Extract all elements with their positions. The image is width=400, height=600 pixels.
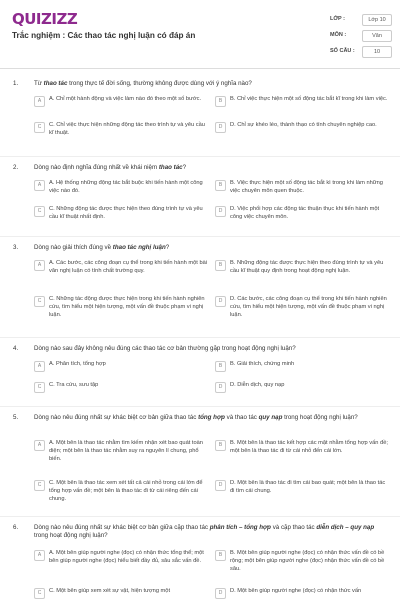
quizizz-logo: QUIZIZZ <box>12 10 78 28</box>
question-text <box>34 414 384 422</box>
option-letter-box[interactable]: C <box>34 296 45 307</box>
question-text <box>34 244 384 252</box>
question-text <box>34 80 384 88</box>
option-text: B. Một bên giúp người nghe (đọc) có nhận thức vấn đề có bề rộng; một bên giúp người nghe (đọc) nhận thức vấn đề có bề sâu. <box>230 550 385 572</box>
option-letter-box[interactable]: A <box>34 361 45 372</box>
option-text: B. Một bên là thao tác kết hợp các mặt nhằm tổng hợp vấn đề; một bên là thao tác đi từ cái nhỏ đến cái lớn. <box>230 440 388 454</box>
option-text: B. Giải thích, chứng minh <box>230 361 295 367</box>
question-divider <box>0 236 400 237</box>
question-number: 4. <box>13 345 19 352</box>
question-term: thao tác <box>43 80 68 87</box>
question-number: 2. <box>13 164 19 171</box>
question-text-part: trong hoạt động nghị luận? <box>34 532 108 539</box>
question-number: 3. <box>13 244 19 251</box>
question-term: thao tác <box>158 164 183 171</box>
question-text-part: Dòng nào định nghĩa đúng nhất về khái niệm <box>34 164 159 171</box>
option-letter-box[interactable]: D <box>215 296 226 307</box>
option-letter-box[interactable]: A <box>34 440 45 451</box>
option-letter-box[interactable]: D <box>215 122 226 133</box>
worksheet-header <box>0 0 400 69</box>
class-value: Lớp 10 <box>362 14 392 26</box>
question-text <box>34 164 384 172</box>
option-text: A. Một bên là thao tác nhằm tìm kiếm nhận xét bao quát toàn diện; một bên là thao tác nhằm suy ra nguyên lí chung, phổ biến. <box>49 440 203 462</box>
option-text: C. Một bên giúp xem xét sự vật, hiện tượng một <box>49 588 171 594</box>
question-text-part: trong hoạt động nghị luận? <box>282 414 358 421</box>
question-text-part: và thao tác <box>224 414 259 421</box>
option-text: C. Chỉ việc thực hiện những động tác theo trình tự và yêu cầu kĩ thuật. <box>49 122 205 136</box>
option-text: A. Các bước, các công đoạn cụ thể trong khi tiến hành một bài văn nghị luận có tính chất trường quy. <box>49 260 208 274</box>
option-text: D. Một bên giúp người nghe (đọc) có nhận thức vấn <box>230 588 362 594</box>
option-text: B. Những động tác được thực hiện theo đúng trình tự và yêu cầu kĩ thuật quy định trong hoạt động nghị luận. <box>230 260 384 274</box>
question-count-value: 10 <box>362 46 392 58</box>
question-text-part: và cặp thao tác <box>270 524 317 531</box>
option-text: A. Một bên giúp người nghe (đọc) có nhận thức tổng thể; một bên giúp người nghe (đọc) hiểu biết đầy đủ, sâu sắc vấn đề. <box>49 550 204 564</box>
question-text-part: Dòng nào sau đây không nêu đúng các thao tác cơ bản thường gặp trong hoạt động nghị luận? <box>34 345 296 352</box>
subject-value: Văn <box>362 30 392 42</box>
option-letter-box[interactable]: B <box>215 180 226 191</box>
option-letter-box[interactable]: D <box>215 588 226 599</box>
question-divider <box>0 156 400 157</box>
class-label: LỚP : <box>330 16 345 22</box>
question-text-part: Từ <box>34 80 44 87</box>
option-text: A. Chỉ một hành động và việc làm nào đó theo một số bước. <box>49 96 202 102</box>
question-text-part: Dòng nào nêu đúng nhất sự khác biệt cơ bản giữa cặp thao tác <box>34 524 210 531</box>
question-text-part: trong thực tế đời sống, thường không được dùng với ý nghĩa nào? <box>67 80 252 87</box>
option-text: B. Chỉ việc thực hiện một số động tác bắt kĩ trong khi làm việc. <box>230 96 388 102</box>
page-title: Trắc nghiệm : Các thao tác nghị luận có đáp án <box>12 31 196 40</box>
question-text-part: ? <box>165 244 170 251</box>
option-letter-box[interactable]: A <box>34 180 45 191</box>
question-text <box>34 524 384 540</box>
option-text: D. Các bước, các công đoạn cụ thể trong khi tiến hành nghiên cứu, tìm hiểu một hiện tượng, một vấn đề thuộc phạm vi nghị luận. <box>230 296 387 318</box>
option-text: D. Chỉ sự khéo léo, thành thạo có tính chuyên nghiệp cao. <box>230 122 377 128</box>
subject-label: MÔN : <box>330 32 347 38</box>
option-letter-box[interactable]: D <box>215 382 226 393</box>
option-text: C. Tra cứu, sưu tập <box>49 382 99 388</box>
question-number: 5. <box>13 414 19 421</box>
question-divider <box>0 516 400 517</box>
option-text: C. Những tác động được thực hiện trong khi tiến hành nghiên cứu, tìm hiểu một hiện tượng, một vấn đề thuộc phạm vi nghị luận. <box>49 296 205 318</box>
question-text-part: Dòng nào nêu đúng nhất sự khác biệt cơ bản giữa thao tác <box>34 414 199 421</box>
option-letter-box[interactable]: C <box>34 206 45 217</box>
question-term: tổng hợp <box>198 414 225 421</box>
option-letter-box[interactable]: B <box>215 440 226 451</box>
option-letter-box[interactable]: C <box>34 588 45 599</box>
question-term: quy nạp <box>258 414 283 421</box>
option-text: A. Phân tích, tổng hợp <box>49 361 106 367</box>
option-text: C. Những động tác được thực hiện theo đúng trình tự và yêu cầu kĩ thuật nhất định. <box>49 206 203 220</box>
option-letter-box[interactable]: B <box>215 361 226 372</box>
option-letter-box[interactable]: D <box>215 206 226 217</box>
option-letter-box[interactable]: B <box>215 260 226 271</box>
question-text-part: ? <box>182 164 187 171</box>
question-count-label: SỐ CÂU : <box>330 48 355 54</box>
question-text <box>34 345 384 353</box>
option-letter-box[interactable]: A <box>34 96 45 107</box>
question-term: thao tác nghị luận <box>112 244 166 251</box>
option-letter-box[interactable]: A <box>34 550 45 561</box>
option-letter-box[interactable]: C <box>34 382 45 393</box>
option-text: D. Diễn dịch, quy nạp <box>230 382 285 388</box>
option-letter-box[interactable]: D <box>215 480 226 491</box>
option-letter-box[interactable]: A <box>34 260 45 271</box>
question-divider <box>0 406 400 407</box>
option-letter-box[interactable]: B <box>215 550 226 561</box>
option-text: B. Việc thực hiện một số động tác bắt kì trong khi làm những việc chuyên môn quen thuộc. <box>230 180 383 194</box>
option-text: D. Việc phối hợp các động tác thuận thục khi tiến hành một công việc chuyên môn. <box>230 206 380 220</box>
option-letter-box[interactable]: B <box>215 96 226 107</box>
option-letter-box[interactable]: C <box>34 122 45 133</box>
option-text: D. Một bên là thao tác đi tìm cái bao quát; một bên là thao tác đi tìm cái chung. <box>230 480 386 494</box>
question-number: 1. <box>13 80 19 87</box>
question-number: 6. <box>13 524 19 531</box>
question-term: diễn dịch – quy nạp <box>316 524 375 531</box>
option-letter-box[interactable]: C <box>34 480 45 491</box>
question-text-part: Dòng nào giải thích đúng về <box>34 244 113 251</box>
question-term: phân tích – tổng hợp <box>209 524 271 531</box>
option-text: A. Hệ thống những động tác bắt buộc khi tiến hành một công việc nào đó. <box>49 180 203 194</box>
option-text: C. Một bên là thao tác xem xét tất cả cái nhỏ trong cái lớn để tổng hợp vấn đề; một bên là thao tác đi từ cái riêng đến cái chung. <box>49 480 203 502</box>
question-divider <box>0 337 400 338</box>
